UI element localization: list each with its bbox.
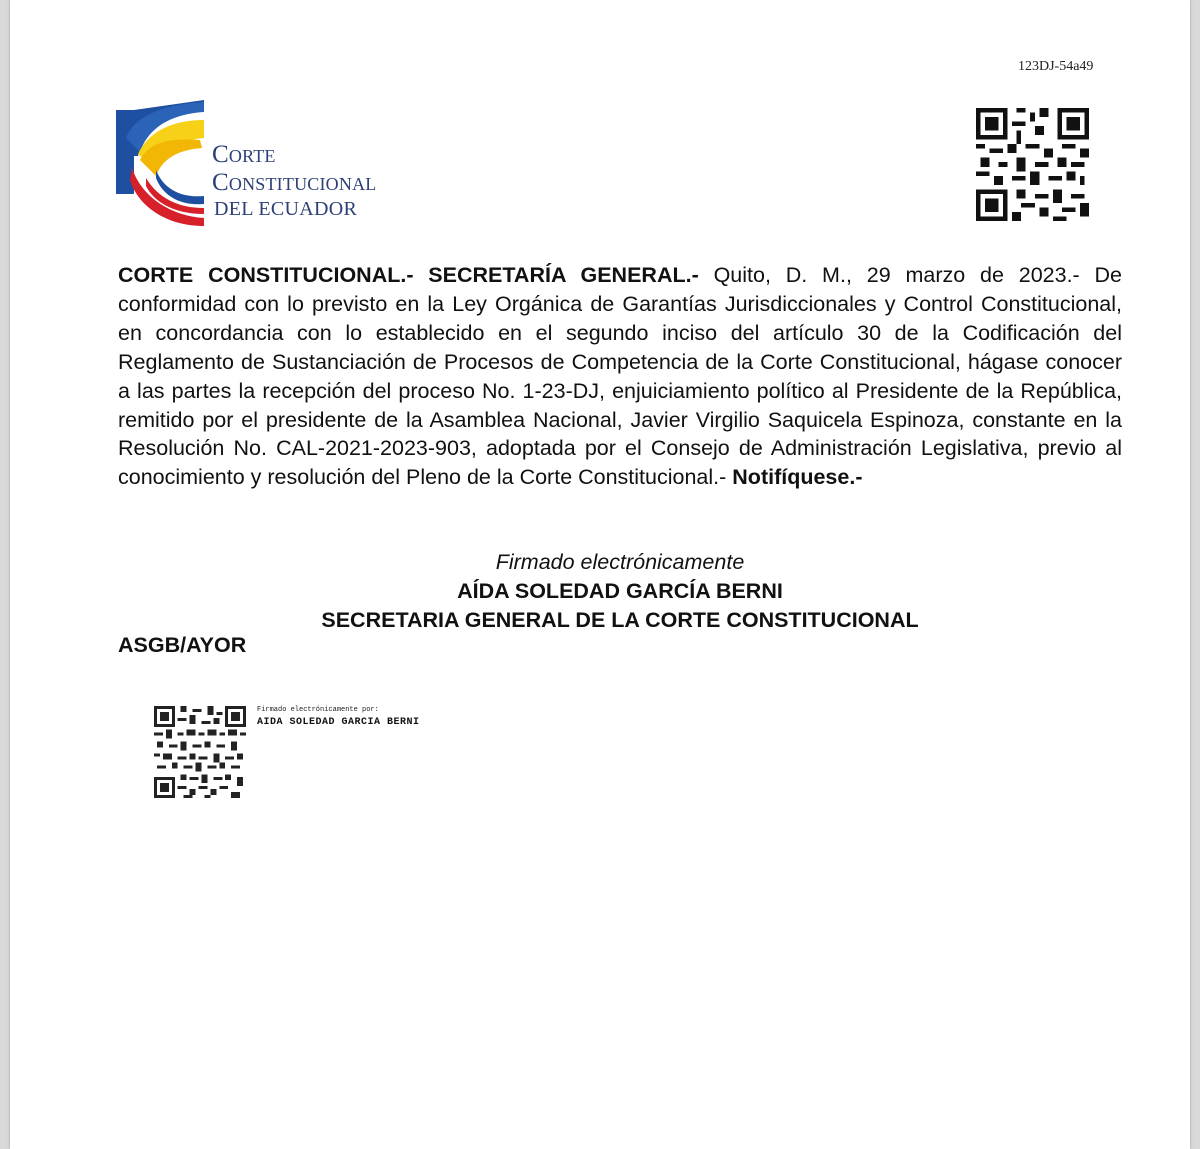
signature-block: [118, 548, 1122, 635]
electronic-signature-stamp: [257, 706, 420, 729]
document-page: [10, 0, 1190, 1149]
stamp-signer-name: AIDA SOLEDAD GARCIA BERNI: [257, 717, 420, 729]
document-qr-code: [976, 108, 1089, 221]
logo-line-corte: Corte: [212, 141, 276, 168]
stamp-label: Firmado electrónicamente por:: [257, 706, 379, 714]
signature-qr-code: [154, 706, 246, 798]
court-emblem-icon: [116, 98, 212, 234]
logo-line-ecuador: DEL ECUADOR: [214, 198, 358, 220]
logo-line-constitucional: Constitucional: [212, 169, 377, 196]
body-closing: Notifíquese.-: [732, 465, 863, 490]
signature-caption: Firmado electrónicamente: [495, 550, 745, 574]
reference-initials: ASGB/AYOR: [118, 633, 247, 657]
body-lead: CORTE CONSTITUCIONAL.- SECRETARÍA GENERAL.-: [118, 263, 699, 287]
body-text: Quito, D. M., 29 marzo de 2023.- De conformidad con lo previsto en la Ley Orgánica de Garantías Jurisdiccionales y Control Constitucional, en concordancia con lo establecido en el segundo inciso del artículo 30 de la Codificación del Reglamento de Sustanciación de Procesos de Competencia de la Corte Constitucional, hágase conocer a las partes la recepción del proceso No. 1-23-DJ, enjuiciamiento político al Presidente de la República, remitido por el presidente de la Asamblea Nacional, Javier Virgilio Saquicela Espinoza, constante en la Resolución No. CAL-2021-2023-903, adoptada por el Consejo de Administración Legislativa, previo al conocimiento y resolución del Pleno de la Corte Constitucional.-: [118, 263, 1123, 490]
resolution-body: [118, 261, 1122, 492]
court-logo: [116, 98, 426, 234]
court-logo-text: [212, 142, 376, 219]
signer-name: AÍDA SOLEDAD GARCÍA BERNI: [457, 579, 783, 603]
document-code: 123DJ-54a49: [1018, 59, 1094, 74]
signer-title: SECRETARIA GENERAL DE LA CORTE CONSTITUCIONAL: [321, 608, 919, 632]
